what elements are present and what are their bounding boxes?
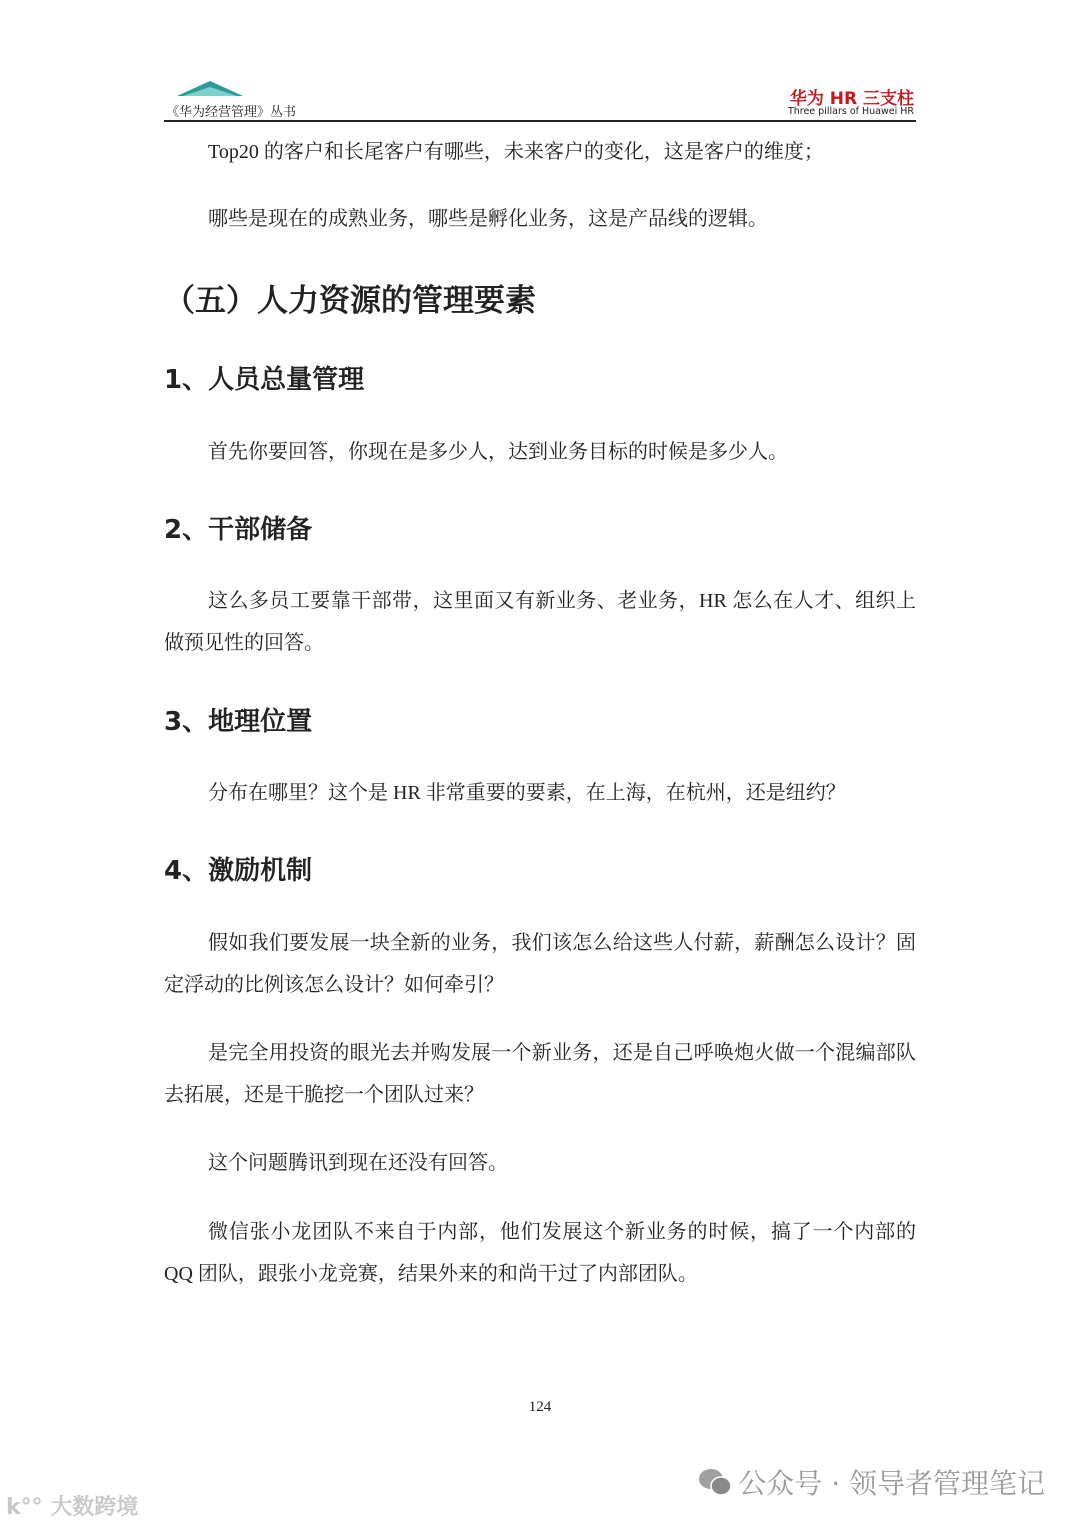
paragraph: Top20 的客户和长尾客户有哪些，未来客户的变化，这是客户的维度； — [208, 141, 824, 163]
paragraph: 是完全用投资的眼光去并购发展一个新业务，还是自己呼唤炮火做一个混编部队去拓展，还是干脆挖一个团队过来？ — [164, 1042, 916, 1106]
wechat-icon — [698, 1467, 732, 1497]
paragraph: 假如我们要发展一块全新的业务，我们该怎么给这些人付薪，薪酬怎么设计？固定浮动的比例该怎么设计？如何牵引？ — [164, 932, 916, 996]
watermark-logo-icon: k°° — [6, 1495, 51, 1520]
page-number: 124 — [528, 1399, 552, 1415]
wechat-watermark — [698, 1462, 1045, 1502]
paragraph: 这么多员工要靠干部带，这里面又有新业务、老业务，HR 怎么在人才、组织上做预见性的回答。 — [164, 590, 916, 654]
paragraph: 哪些是现在的成熟业务，哪些是孵化业务，这是产品线的逻辑。 — [208, 208, 768, 230]
subsection-title: 2、干部储备 — [164, 515, 313, 545]
brand-title: 华为 HR 三支柱 — [789, 89, 914, 109]
watermark-text: 公众号 · 领导者管理笔记 — [738, 1467, 1045, 1500]
watermark-text: 大数跨境 — [50, 1495, 139, 1520]
paragraph: 微信张小龙团队不来自于内部，他们发展这个新业务的时候，搞了一个内部的 QQ 团队，跟张小龙竞赛，结果外来的和尚干过了内部团队。 — [164, 1221, 916, 1285]
paragraph: 分布在哪里？这个是 HR 非常重要的要素，在上海，在杭州，还是纽约？ — [208, 782, 846, 804]
subsection-title: 3、地理位置 — [164, 707, 313, 737]
corner-watermark — [6, 1490, 138, 1521]
paragraph: 首先你要回答，你现在是多少人，达到业务目标的时候是多少人。 — [208, 441, 788, 463]
publisher-logo — [175, 78, 245, 98]
book-series-title: 《华为经营管理》丛书 — [166, 105, 297, 120]
brand-subtitle: Three pillars of Huawei HR — [787, 106, 914, 117]
subsection-title: 4、激励机制 — [164, 856, 313, 886]
header-divider — [164, 120, 916, 122]
paragraph: 这个问题腾讯到现在还没有回答。 — [208, 1152, 508, 1174]
subsection-title: 1、人员总量管理 — [164, 365, 365, 395]
section-title: （五）人力资源的管理要素 — [164, 283, 536, 319]
